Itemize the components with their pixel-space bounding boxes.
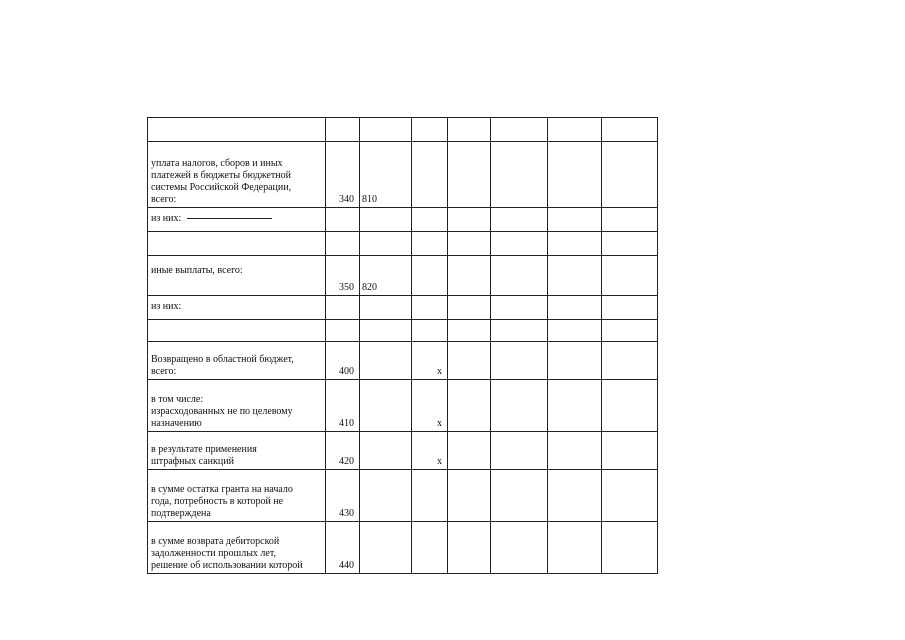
table-row [148,118,658,142]
row-name [148,118,326,142]
row-mark [412,296,448,320]
empty-cell [548,342,602,380]
row-code [326,320,360,342]
empty-cell [491,118,548,142]
empty-cell [548,380,602,432]
row-name: в результате применения штрафных санкций [148,432,326,470]
report-table [147,117,658,574]
empty-cell [491,470,548,522]
row-kosgu [360,118,412,142]
empty-cell [548,142,602,208]
row-name [148,232,326,256]
empty-cell [602,296,658,320]
row-code: 430 [326,470,360,522]
empty-cell [448,256,491,296]
empty-cell [491,232,548,256]
empty-cell [548,118,602,142]
table-row [148,320,658,342]
table-row [148,522,658,574]
row-name: Возвращено в областной бюджет, всего: [148,342,326,380]
empty-cell [548,432,602,470]
underline-dash [187,218,272,219]
row-kosgu [360,296,412,320]
row-name: иные выплаты, всего: [148,256,326,296]
row-kosgu: 810 [360,142,412,208]
empty-cell [448,432,491,470]
empty-cell [448,342,491,380]
row-mark [412,256,448,296]
empty-cell [491,142,548,208]
empty-cell [548,296,602,320]
row-name [148,320,326,342]
empty-cell [491,208,548,232]
empty-cell [448,320,491,342]
empty-cell [602,432,658,470]
empty-cell [448,296,491,320]
row-code [326,208,360,232]
row-code: 410 [326,380,360,432]
empty-cell [602,320,658,342]
empty-cell [491,380,548,432]
row-name: в сумме остатка гранта на начало года, потребность в которой не подтверждена [148,470,326,522]
empty-cell [602,522,658,574]
row-name: из них: [148,296,326,320]
table-row [148,296,658,320]
table-row [148,432,658,470]
empty-cell [602,256,658,296]
table-row [148,470,658,522]
row-mark [412,232,448,256]
row-kosgu [360,522,412,574]
empty-cell [548,232,602,256]
table-row [148,380,658,432]
row-code: 440 [326,522,360,574]
empty-cell [602,470,658,522]
row-mark [412,320,448,342]
row-kosgu [360,470,412,522]
empty-cell [448,522,491,574]
row-kosgu [360,380,412,432]
empty-cell [548,522,602,574]
table-row [148,256,658,296]
row-mark [412,118,448,142]
empty-cell [448,232,491,256]
row-mark [412,522,448,574]
row-code: 350 [326,256,360,296]
empty-cell [602,208,658,232]
row-mark [412,142,448,208]
empty-cell [448,380,491,432]
row-code [326,296,360,320]
row-mark [412,208,448,232]
empty-cell [548,470,602,522]
table-row [148,142,658,208]
empty-cell [448,118,491,142]
row-mark: x [412,380,448,432]
table-row [148,232,658,256]
empty-cell [602,142,658,208]
empty-cell [491,296,548,320]
empty-cell [491,342,548,380]
row-name: уплата налогов, сборов и иных платежей в бюджеты бюджетной системы Российской Федерации, всего: [148,142,326,208]
row-kosgu [360,432,412,470]
row-mark: x [412,342,448,380]
empty-cell [491,320,548,342]
table-row [148,342,658,380]
empty-cell [448,470,491,522]
row-name: в том числе: израсходованных не по целевому назначению [148,380,326,432]
row-kosgu: 820 [360,256,412,296]
row-code [326,232,360,256]
empty-cell [448,208,491,232]
empty-cell [602,232,658,256]
empty-cell [548,208,602,232]
row-code: 400 [326,342,360,380]
row-kosgu [360,232,412,256]
empty-cell [448,142,491,208]
row-mark [412,470,448,522]
row-name: в сумме возврата дебиторской задолженности прошлых лет, решение об использовании которой [148,522,326,574]
empty-cell [548,320,602,342]
row-code [326,118,360,142]
row-code: 420 [326,432,360,470]
row-code: 340 [326,142,360,208]
empty-cell [491,432,548,470]
table-row [148,208,658,232]
empty-cell [602,118,658,142]
empty-cell [602,380,658,432]
row-kosgu [360,342,412,380]
empty-cell [491,522,548,574]
empty-cell [548,256,602,296]
row-kosgu [360,208,412,232]
empty-cell [491,256,548,296]
empty-cell [602,342,658,380]
row-kosgu [360,320,412,342]
row-name: из них: [148,208,326,232]
row-mark: x [412,432,448,470]
